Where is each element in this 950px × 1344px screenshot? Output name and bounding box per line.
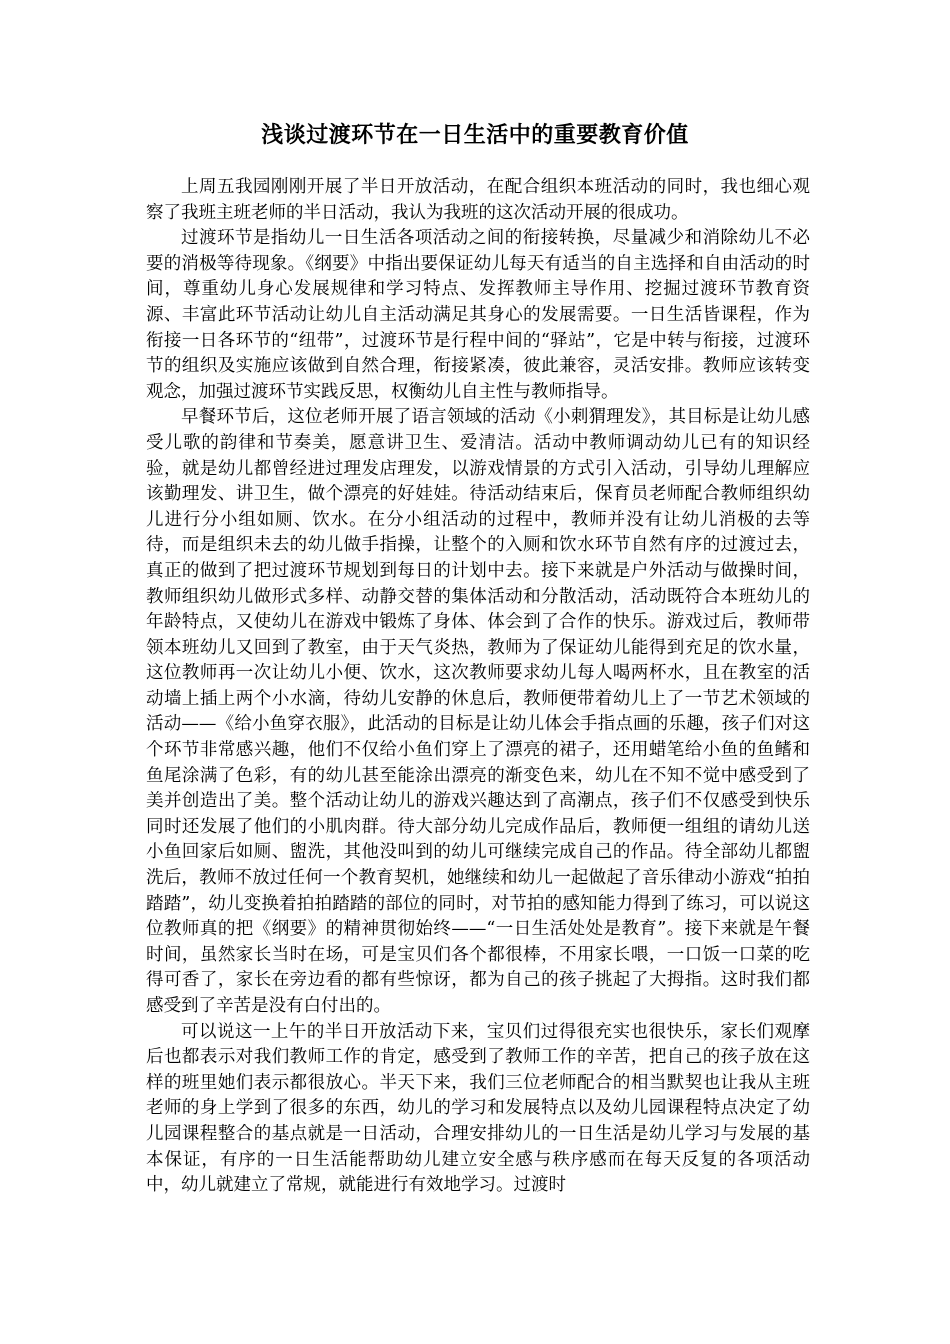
document-body	[146, 175, 810, 1199]
paragraph-2: 过渡环节是指幼儿一日生活各项活动之间的衔接转换，尽量减少和消除幼儿不必要的消极等待现象。《纲要》中指出要保证幼儿每天有适当的自主选择和自由活动的时间，尊重幼儿身心发展规律和学习特点、发挥教师主导作用、挖掘过渡环节教育资源、丰富此环节活动让幼儿自主活动满足其身心的发展需要。一日生活皆课程，作为衔接一日各环节的“纽带”，过渡环节是行程中间的“驿站”，它是中转与衔接，过渡环节的组织及实施应该做到自然合理，衔接紧凑，彼此兼容，灵活安排。教师应该转变观念，加强过渡环节实践反思，权衡幼儿自主性与教师指导。	[146, 228, 810, 402]
document-title: 浅谈过渡环节在一日生活中的重要教育价值	[261, 123, 689, 148]
paragraph-3: 早餐环节后，这位老师开展了语言领域的活动《小刺猬理发》，其目标是让幼儿感受儿歌的韵律和节奏美，愿意讲卫生、爱清洁。活动中教师调动幼儿已有的知识经验，就是幼儿都曾经进过理发店理发，以游戏情景的方式引入活动，引导幼儿理解应该勤理发、讲卫生，做个漂亮的好娃娃。待活动结束后，保育员老师配合教师组织幼儿进行分小组如厕、饮水。在分小组活动的过程中，教师并没有让幼儿消极的去等待，而是组织未去的幼儿做手指操，让整个的入厕和饮水环节自然有序的过渡过去，真正的做到了把过渡环节规划到每日的计划中去。接下来就是户外活动与做操时间，教师组织幼儿做形式多样、动静交替的集体活动和分散活动，活动既符合本班幼儿的年龄特点，又使幼儿在游戏中锻炼了身体、体会到了合作的快乐。游戏过后，教师带领本班幼儿又回到了教室，由于天气炎热，教师为了保证幼儿能得到充足的饮水量，这位教师再一次让幼儿小便、饮水，这次教师要求幼儿每人喝两杯水，且在教室的活动墙上插上两个小水滴，待幼儿安静的休息后，教师便带着幼儿上了一节艺术领域的活动——《给小鱼穿衣服》，此活动的目标是让幼儿体会手指点画的乐趣，孩子们对这个环节非常感兴趣，他们不仅给小鱼们穿上了漂亮的裙子，还用蜡笔给小鱼的鱼鳍和鱼尾涂满了色彩，有的幼儿甚至能涂出漂亮的渐变色来，幼儿在不知不觉中感受到了美并创造出了美。整个活动让幼儿的游戏兴趣达到了高潮点，孩子们不仅感受到快乐同时还发展了他们的小肌肉群。待大部分幼儿完成作品后，教师便一组组的请幼儿送小鱼回家后如厕、盥洗，其他没叫到的幼儿可继续完成自己的作品。待全部幼儿都盥洗后，教师不放过任何一个教育契机，她继续和幼儿一起做起了音乐律动小游戏“拍拍踏踏”，幼儿变换着拍拍踏踏的部位的同时，对节拍的感知能力得到了练习，可以说这位教师真的把《纲要》的精神贯彻始终——“一日生活处处是教育”。接下来就是午餐时间，虽然家长当时在场，可是宝贝们各个都很棒，不用家长喂，一口饭一口菜的吃得可香了，家长在旁边看的都有些惊讶，都为自己的孩子挑起了大拇指。这时我们都感受到了辛苦是没有白付出的。	[146, 407, 810, 1016]
paragraph-4: 可以说这一上午的半日开放活动下来，宝贝们过得很充实也很快乐，家长们观摩后也都表示对我们教师工作的肯定，感受到了教师工作的辛苦，把自己的孩子放在这样的班里她们表示都很放心。半天下来，我们三位老师配合的相当默契也让我从主班老师的身上学到了很多的东西，幼儿的学习和发展特点以及幼儿园课程特点决定了幼儿园课程整合的基点就是一日活动，合理安排幼儿的一日生活是幼儿学习与发展的基本保证，有序的一日生活能帮助幼儿建立安全感与秩序感而在每天反复的各项活动中，幼儿就建立了常规，就能进行有效地学习。过渡时	[146, 1021, 810, 1196]
paragraph-1: 上周五我园刚刚开展了半日开放活动，在配合组织本班活动的同时，我也细心观察了我班主班老师的半日活动，我认为我班的这次活动开展的很成功。	[146, 177, 810, 223]
